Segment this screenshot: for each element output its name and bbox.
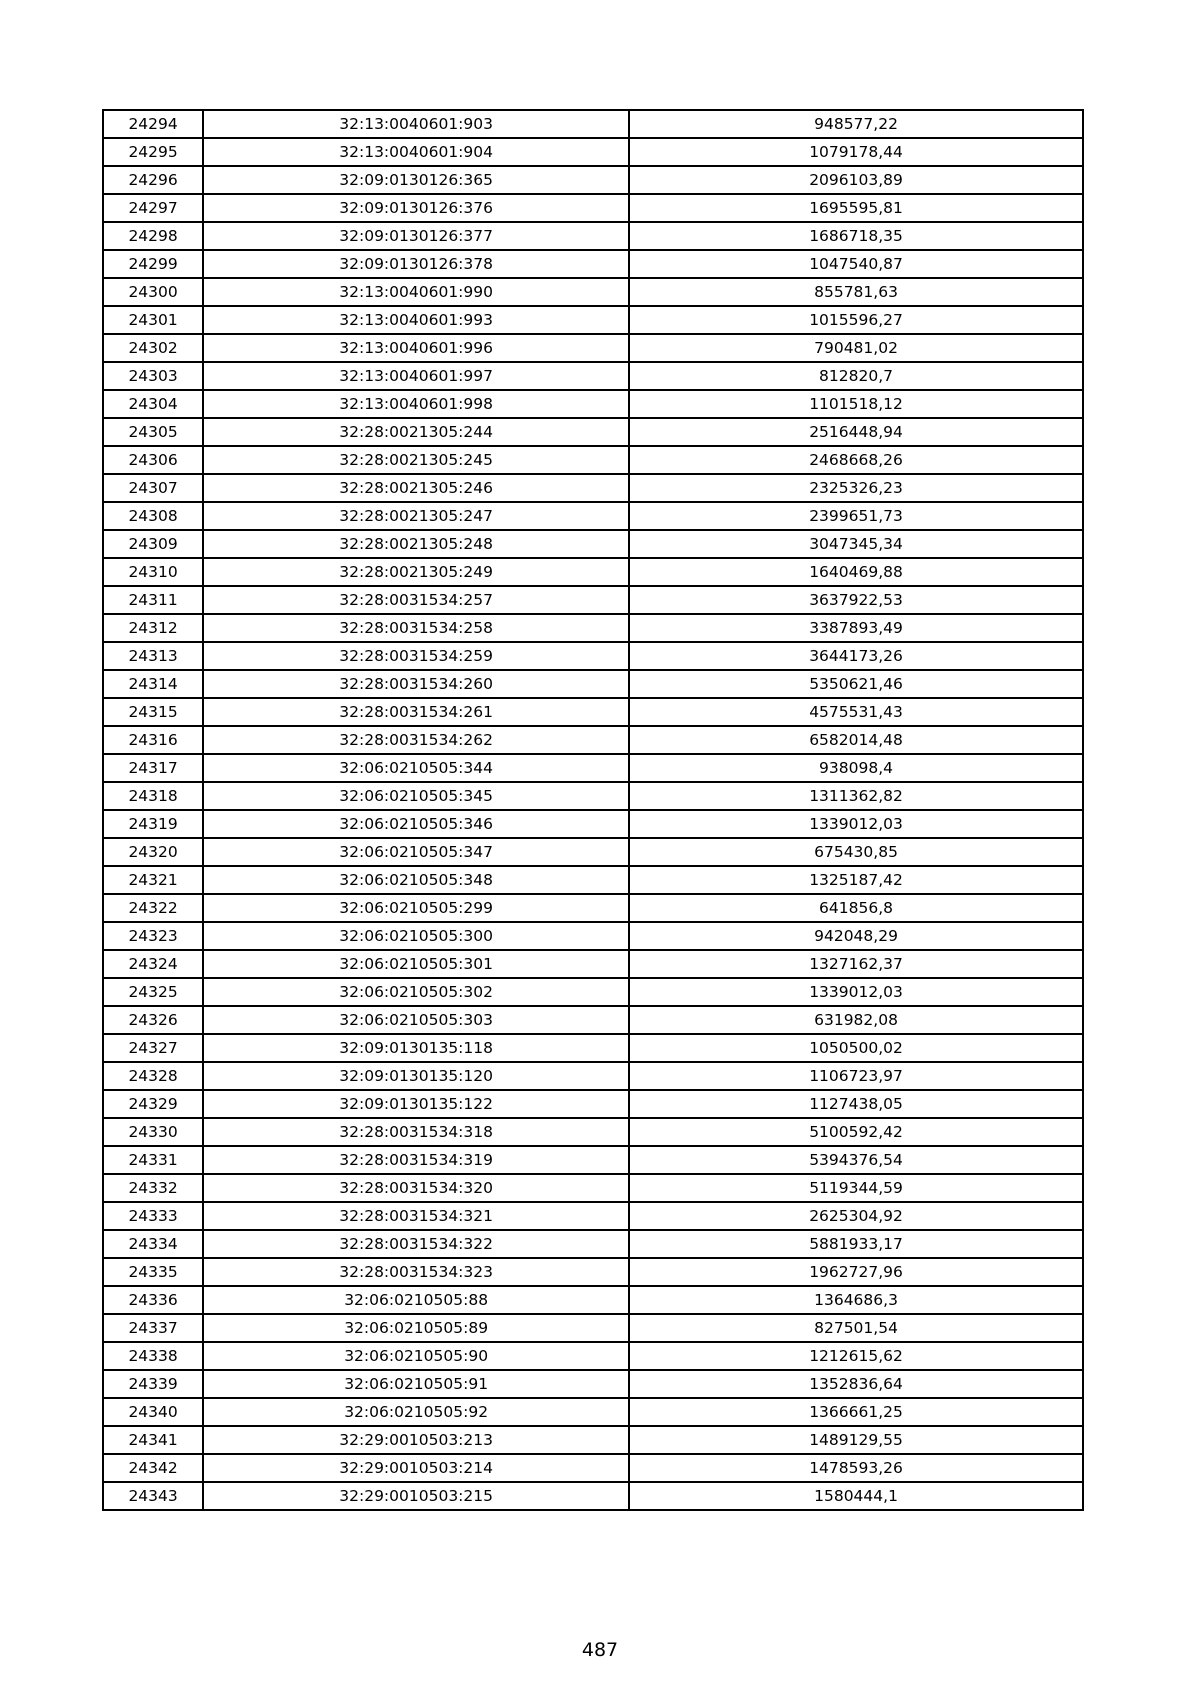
cadastral-number-cell: 32:09:0130126:377 [203, 222, 629, 250]
cadastral-value-cell: 641856,8 [629, 894, 1083, 922]
cadastral-value-cell: 1079178,44 [629, 138, 1083, 166]
table-row [103, 866, 1083, 894]
table-row [103, 362, 1083, 390]
table-row [103, 474, 1083, 502]
cadastral-value-cell: 1580444,1 [629, 1482, 1083, 1510]
row-number-cell: 24297 [103, 194, 203, 222]
cadastral-value-cell: 2516448,94 [629, 418, 1083, 446]
cadastral-value-cell: 1962727,96 [629, 1258, 1083, 1286]
table-row [103, 922, 1083, 950]
cadastral-value-cell: 5119344,59 [629, 1174, 1083, 1202]
cadastral-number-cell: 32:29:0010503:213 [203, 1426, 629, 1454]
cadastral-number-cell: 32:13:0040601:993 [203, 306, 629, 334]
row-number-cell: 24340 [103, 1398, 203, 1426]
cadastral-value-cell: 1101518,12 [629, 390, 1083, 418]
cadastral-value-cell: 938098,4 [629, 754, 1083, 782]
table-row [103, 838, 1083, 866]
table-row [103, 1006, 1083, 1034]
cadastral-number-cell: 32:28:0021305:244 [203, 418, 629, 446]
table-row [103, 334, 1083, 362]
table-row [103, 894, 1083, 922]
cadastral-number-cell: 32:06:0210505:303 [203, 1006, 629, 1034]
row-number-cell: 24318 [103, 782, 203, 810]
cadastral-number-cell: 32:28:0031534:319 [203, 1146, 629, 1174]
cadastral-number-cell: 32:28:0031534:322 [203, 1230, 629, 1258]
row-number-cell: 24343 [103, 1482, 203, 1510]
row-number-cell: 24336 [103, 1286, 203, 1314]
row-number-cell: 24303 [103, 362, 203, 390]
row-number-cell: 24298 [103, 222, 203, 250]
cadastral-number-cell: 32:13:0040601:903 [203, 110, 629, 138]
cadastral-value-cell: 631982,08 [629, 1006, 1083, 1034]
row-number-cell: 24333 [103, 1202, 203, 1230]
table-row [103, 530, 1083, 558]
row-number-cell: 24321 [103, 866, 203, 894]
cadastral-value-cell: 675430,85 [629, 838, 1083, 866]
table-row [103, 446, 1083, 474]
table-row [103, 502, 1083, 530]
cadastral-value-cell: 1339012,03 [629, 978, 1083, 1006]
cadastral-value-cell: 1015596,27 [629, 306, 1083, 334]
cadastral-value-cell: 1050500,02 [629, 1034, 1083, 1062]
cadastral-value-cell: 2096103,89 [629, 166, 1083, 194]
table-row [103, 1426, 1083, 1454]
table-row [103, 558, 1083, 586]
cadastral-number-cell: 32:28:0031534:318 [203, 1118, 629, 1146]
table-row [103, 782, 1083, 810]
cadastral-number-cell: 32:06:0210505:345 [203, 782, 629, 810]
cadastral-number-cell: 32:06:0210505:348 [203, 866, 629, 894]
cadastral-value-cell: 1695595,81 [629, 194, 1083, 222]
table-body [103, 110, 1083, 1510]
table-row [103, 810, 1083, 838]
table-row [103, 1398, 1083, 1426]
cadastral-number-cell: 32:06:0210505:300 [203, 922, 629, 950]
cadastral-number-cell: 32:06:0210505:344 [203, 754, 629, 782]
table-row [103, 1062, 1083, 1090]
cadastral-value-cell: 3047345,34 [629, 530, 1083, 558]
table-row [103, 1258, 1083, 1286]
cadastral-value-cell: 948577,22 [629, 110, 1083, 138]
cadastral-value-cell: 1339012,03 [629, 810, 1083, 838]
cadastral-value-table [102, 109, 1084, 1511]
cadastral-number-cell: 32:09:0130135:118 [203, 1034, 629, 1062]
row-number-cell: 24311 [103, 586, 203, 614]
cadastral-value-cell: 1364686,3 [629, 1286, 1083, 1314]
cadastral-value-cell: 827501,54 [629, 1314, 1083, 1342]
cadastral-number-cell: 32:28:0031534:259 [203, 642, 629, 670]
table-row [103, 306, 1083, 334]
cadastral-value-cell: 2399651,73 [629, 502, 1083, 530]
cadastral-number-cell: 32:28:0031534:320 [203, 1174, 629, 1202]
cadastral-value-cell: 5394376,54 [629, 1146, 1083, 1174]
row-number-cell: 24305 [103, 418, 203, 446]
cadastral-value-cell: 1352836,64 [629, 1370, 1083, 1398]
row-number-cell: 24315 [103, 698, 203, 726]
cadastral-value-cell: 2625304,92 [629, 1202, 1083, 1230]
table-row [103, 1090, 1083, 1118]
cadastral-value-cell: 5100592,42 [629, 1118, 1083, 1146]
row-number-cell: 24310 [103, 558, 203, 586]
cadastral-number-cell: 32:06:0210505:88 [203, 1286, 629, 1314]
row-number-cell: 24319 [103, 810, 203, 838]
table-row [103, 1314, 1083, 1342]
row-number-cell: 24320 [103, 838, 203, 866]
row-number-cell: 24335 [103, 1258, 203, 1286]
row-number-cell: 24339 [103, 1370, 203, 1398]
row-number-cell: 24322 [103, 894, 203, 922]
cadastral-value-cell: 3637922,53 [629, 586, 1083, 614]
row-number-cell: 24327 [103, 1034, 203, 1062]
cadastral-number-cell: 32:28:0021305:247 [203, 502, 629, 530]
cadastral-number-cell: 32:28:0021305:249 [203, 558, 629, 586]
table-row [103, 1482, 1083, 1510]
table-row [103, 1146, 1083, 1174]
cadastral-value-cell: 1311362,82 [629, 782, 1083, 810]
cadastral-number-cell: 32:13:0040601:996 [203, 334, 629, 362]
table-row [103, 1034, 1083, 1062]
row-number-cell: 24325 [103, 978, 203, 1006]
row-number-cell: 24334 [103, 1230, 203, 1258]
row-number-cell: 24328 [103, 1062, 203, 1090]
cadastral-value-cell: 1489129,55 [629, 1426, 1083, 1454]
cadastral-number-cell: 32:06:0210505:347 [203, 838, 629, 866]
cadastral-number-cell: 32:29:0010503:214 [203, 1454, 629, 1482]
cadastral-number-cell: 32:06:0210505:346 [203, 810, 629, 838]
cadastral-value-cell: 3387893,49 [629, 614, 1083, 642]
table-row [103, 1174, 1083, 1202]
cadastral-number-cell: 32:13:0040601:998 [203, 390, 629, 418]
cadastral-number-cell: 32:28:0031534:321 [203, 1202, 629, 1230]
cadastral-number-cell: 32:09:0130135:120 [203, 1062, 629, 1090]
table-row [103, 222, 1083, 250]
row-number-cell: 24313 [103, 642, 203, 670]
table-row [103, 138, 1083, 166]
cadastral-number-cell: 32:13:0040601:904 [203, 138, 629, 166]
table-row [103, 110, 1083, 138]
cadastral-value-cell: 1640469,88 [629, 558, 1083, 586]
row-number-cell: 24299 [103, 250, 203, 278]
cadastral-value-cell: 1327162,37 [629, 950, 1083, 978]
cadastral-value-cell: 855781,63 [629, 278, 1083, 306]
table-row [103, 1454, 1083, 1482]
row-number-cell: 24330 [103, 1118, 203, 1146]
cadastral-value-cell: 5350621,46 [629, 670, 1083, 698]
row-number-cell: 24295 [103, 138, 203, 166]
row-number-cell: 24296 [103, 166, 203, 194]
cadastral-number-cell: 32:28:0021305:246 [203, 474, 629, 502]
table-row [103, 670, 1083, 698]
cadastral-number-cell: 32:13:0040601:990 [203, 278, 629, 306]
row-number-cell: 24306 [103, 446, 203, 474]
table-row [103, 978, 1083, 1006]
table-row [103, 726, 1083, 754]
row-number-cell: 24337 [103, 1314, 203, 1342]
row-number-cell: 24317 [103, 754, 203, 782]
cadastral-value-cell: 6582014,48 [629, 726, 1083, 754]
cadastral-value-cell: 1325187,42 [629, 866, 1083, 894]
cadastral-value-cell: 2468668,26 [629, 446, 1083, 474]
row-number-cell: 24302 [103, 334, 203, 362]
table-row [103, 1342, 1083, 1370]
cadastral-value-cell: 1686718,35 [629, 222, 1083, 250]
cadastral-value-cell: 790481,02 [629, 334, 1083, 362]
cadastral-number-cell: 32:28:0031534:260 [203, 670, 629, 698]
cadastral-number-cell: 32:06:0210505:299 [203, 894, 629, 922]
cadastral-number-cell: 32:09:0130126:365 [203, 166, 629, 194]
table-row [103, 1286, 1083, 1314]
cadastral-number-cell: 32:28:0031534:323 [203, 1258, 629, 1286]
cadastral-number-cell: 32:13:0040601:997 [203, 362, 629, 390]
row-number-cell: 24316 [103, 726, 203, 754]
cadastral-value-cell: 1106723,97 [629, 1062, 1083, 1090]
cadastral-number-cell: 32:28:0021305:248 [203, 530, 629, 558]
cadastral-number-cell: 32:06:0210505:89 [203, 1314, 629, 1342]
row-number-cell: 24304 [103, 390, 203, 418]
cadastral-number-cell: 32:28:0031534:261 [203, 698, 629, 726]
row-number-cell: 24307 [103, 474, 203, 502]
table-row [103, 418, 1083, 446]
cadastral-number-cell: 32:28:0021305:245 [203, 446, 629, 474]
row-number-cell: 24329 [103, 1090, 203, 1118]
row-number-cell: 24332 [103, 1174, 203, 1202]
table-row [103, 754, 1083, 782]
row-number-cell: 24326 [103, 1006, 203, 1034]
table-row [103, 1230, 1083, 1258]
cadastral-value-cell: 4575531,43 [629, 698, 1083, 726]
cadastral-number-cell: 32:06:0210505:90 [203, 1342, 629, 1370]
cadastral-number-cell: 32:28:0031534:257 [203, 586, 629, 614]
cadastral-number-cell: 32:06:0210505:301 [203, 950, 629, 978]
row-number-cell: 24312 [103, 614, 203, 642]
table-row [103, 166, 1083, 194]
cadastral-value-cell: 5881933,17 [629, 1230, 1083, 1258]
table-row [103, 614, 1083, 642]
table-row [103, 1118, 1083, 1146]
cadastral-number-cell: 32:28:0031534:262 [203, 726, 629, 754]
row-number-cell: 24324 [103, 950, 203, 978]
table-row [103, 194, 1083, 222]
cadastral-value-cell: 2325326,23 [629, 474, 1083, 502]
table-row [103, 586, 1083, 614]
cadastral-number-cell: 32:06:0210505:91 [203, 1370, 629, 1398]
cadastral-value-cell: 1478593,26 [629, 1454, 1083, 1482]
table-row [103, 1370, 1083, 1398]
cadastral-value-cell: 1127438,05 [629, 1090, 1083, 1118]
row-number-cell: 24294 [103, 110, 203, 138]
cadastral-number-cell: 32:29:0010503:215 [203, 1482, 629, 1510]
row-number-cell: 24341 [103, 1426, 203, 1454]
row-number-cell: 24323 [103, 922, 203, 950]
table-row [103, 250, 1083, 278]
cadastral-number-cell: 32:09:0130126:378 [203, 250, 629, 278]
cadastral-value-cell: 812820,7 [629, 362, 1083, 390]
table-row [103, 390, 1083, 418]
row-number-cell: 24300 [103, 278, 203, 306]
row-number-cell: 24338 [103, 1342, 203, 1370]
row-number-cell: 24342 [103, 1454, 203, 1482]
page-number: 487 [581, 1639, 619, 1661]
cadastral-number-cell: 32:09:0130126:376 [203, 194, 629, 222]
cadastral-number-cell: 32:09:0130135:122 [203, 1090, 629, 1118]
table-row [103, 642, 1083, 670]
row-number-cell: 24308 [103, 502, 203, 530]
row-number-cell: 24301 [103, 306, 203, 334]
row-number-cell: 24309 [103, 530, 203, 558]
row-number-cell: 24314 [103, 670, 203, 698]
table-row [103, 698, 1083, 726]
table-row [103, 278, 1083, 306]
cadastral-number-cell: 32:06:0210505:302 [203, 978, 629, 1006]
cadastral-number-cell: 32:06:0210505:92 [203, 1398, 629, 1426]
row-number-cell: 24331 [103, 1146, 203, 1174]
cadastral-value-cell: 1047540,87 [629, 250, 1083, 278]
cadastral-value-cell: 3644173,26 [629, 642, 1083, 670]
table-row [103, 950, 1083, 978]
cadastral-value-cell: 1212615,62 [629, 1342, 1083, 1370]
cadastral-number-cell: 32:28:0031534:258 [203, 614, 629, 642]
cadastral-value-cell: 1366661,25 [629, 1398, 1083, 1426]
table-row [103, 1202, 1083, 1230]
cadastral-value-cell: 942048,29 [629, 922, 1083, 950]
